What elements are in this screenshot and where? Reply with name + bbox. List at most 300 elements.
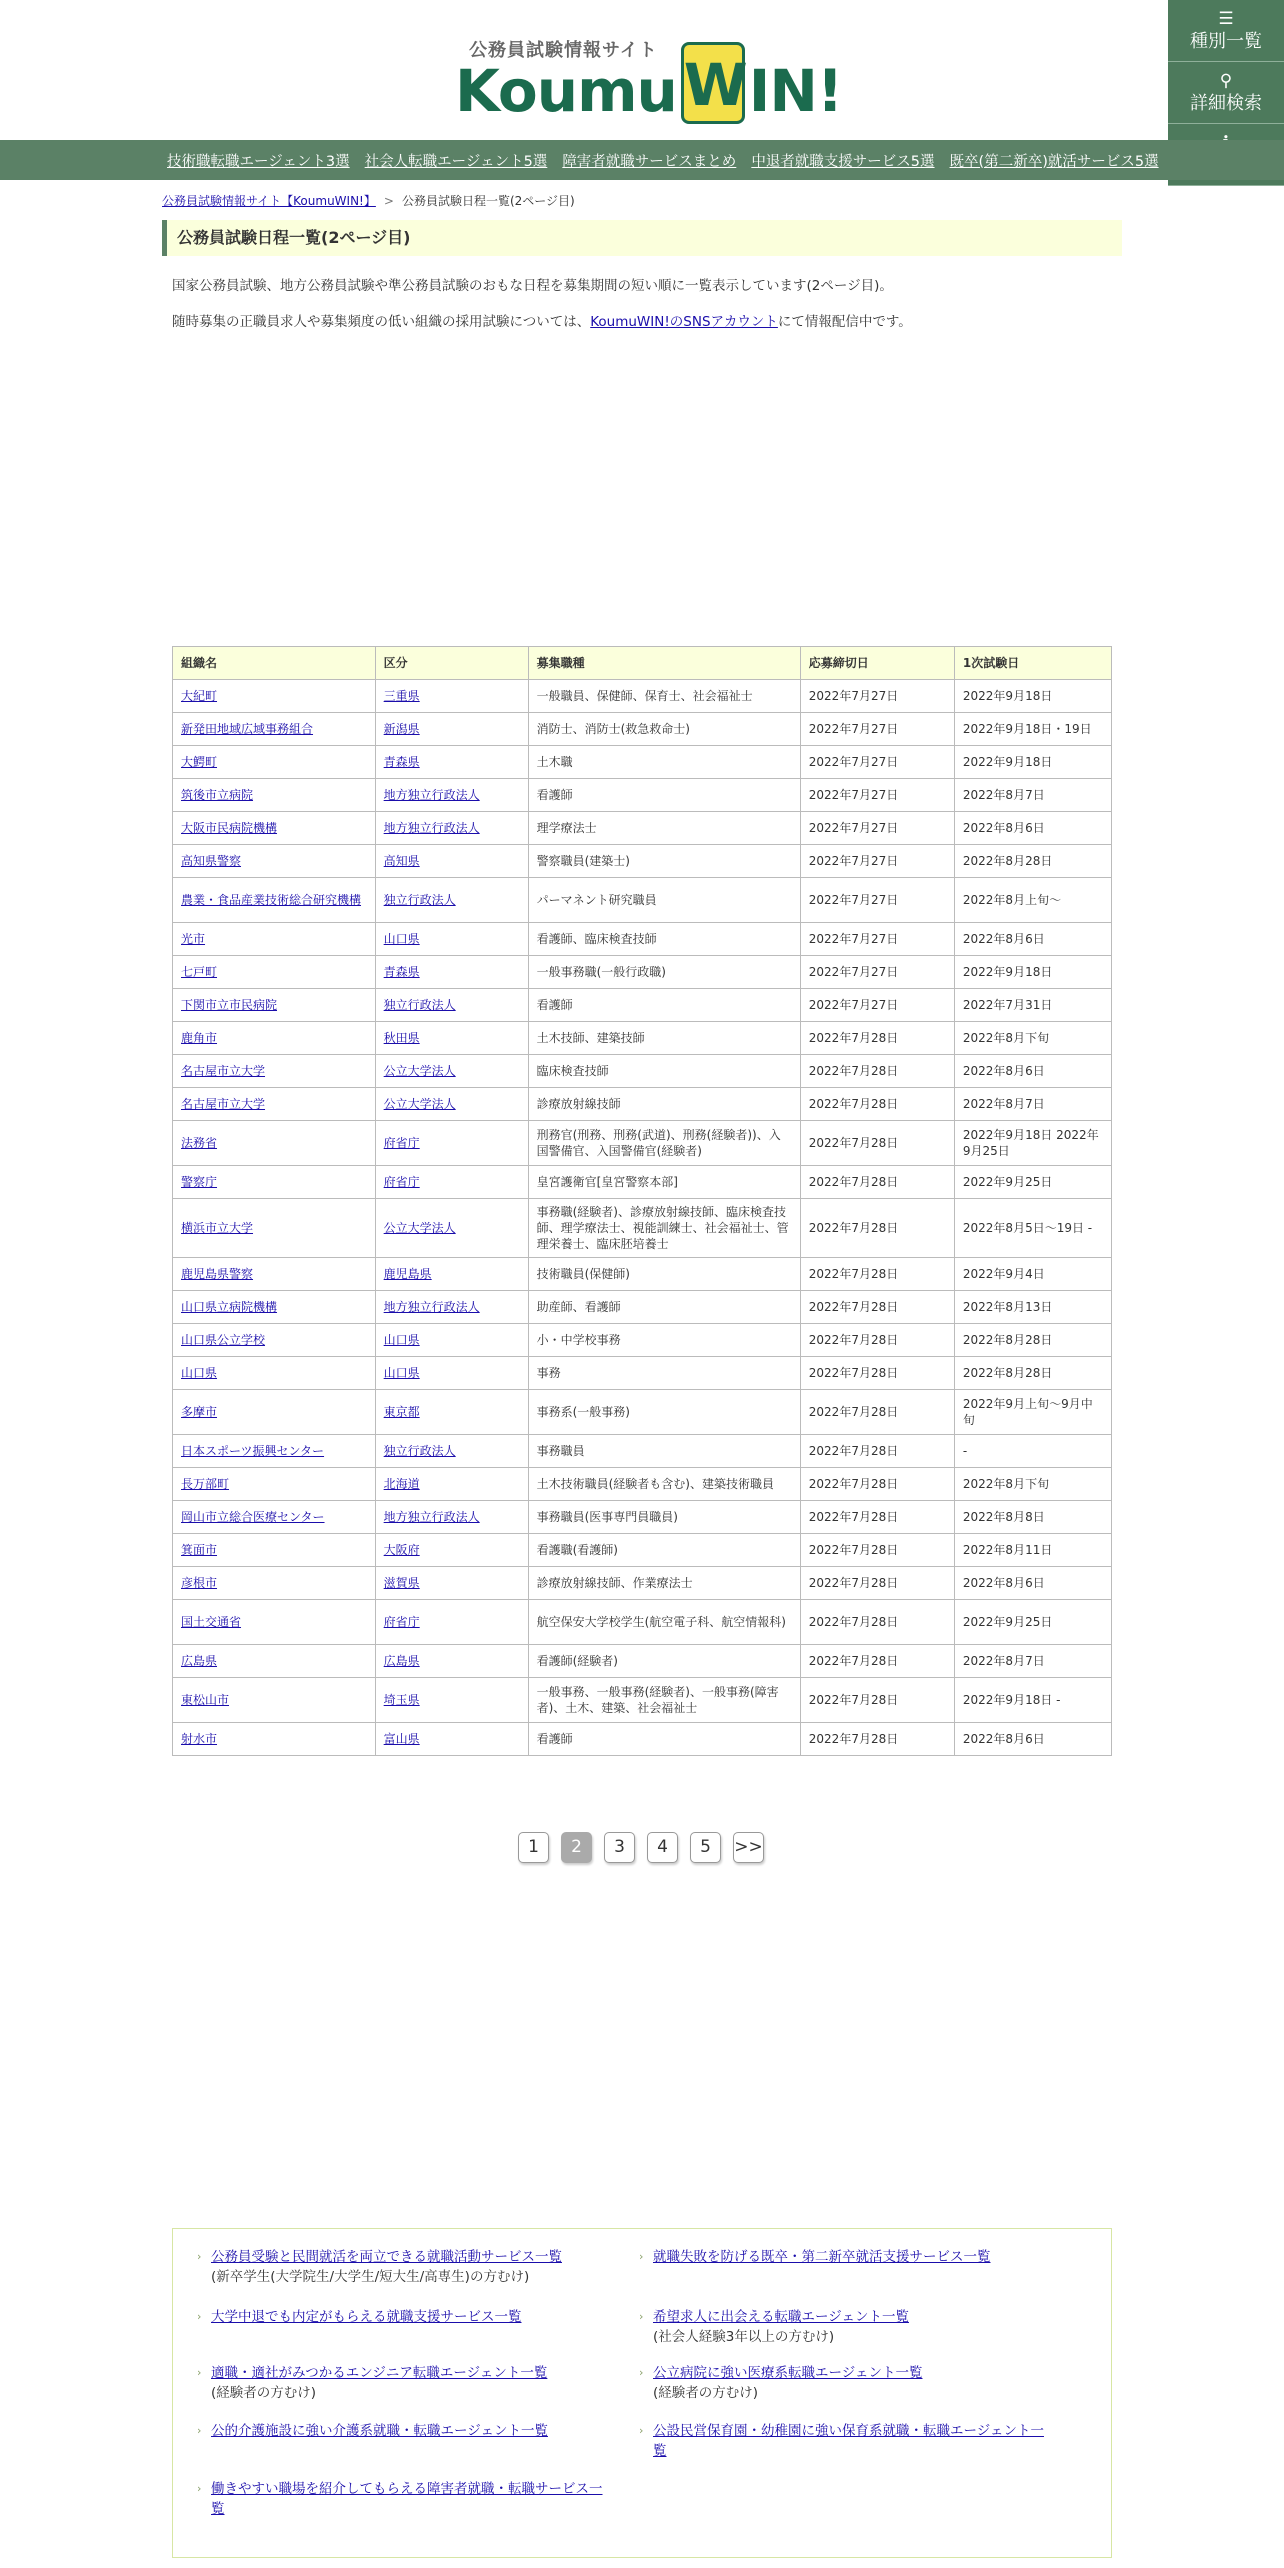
job-cell: 一般事務、一般事務(経験者)、一般事務(障害者)、土木、建築、社会福祉士 [528,1678,800,1723]
side-btn-detail-search[interactable] [1168,62,1284,124]
related-note: (社会人経験3年以上の方むけ) [653,2329,835,2345]
deadline-cell: 2022年7月28日 [800,1121,954,1166]
deadline-cell: 2022年7月28日 [800,1199,954,1258]
job-cell: 土木職 [528,746,800,779]
deadline-cell: 2022年7月28日 [800,1166,954,1199]
exam-date-cell: 2022年8月6日 [954,1723,1111,1756]
table-row [173,923,1112,956]
org-cell [173,1324,376,1357]
exam-date-cell: 2022年9月上旬～9月中旬 [954,1390,1111,1435]
related-item [639,2307,1063,2347]
category-link[interactable]: 北海道 [383,1477,420,1491]
org-link[interactable]: 山口県立病院機構 [181,1300,278,1314]
job-cell: 看護師 [528,989,800,1022]
table-header-row [173,647,1112,680]
exam-date-cell: 2022年8月6日 [954,1055,1111,1088]
table-row [173,1258,1112,1291]
org-cell [173,812,376,845]
category-link[interactable]: 三重県 [383,689,420,703]
exam-date-cell: 2022年8月13日 [954,1291,1111,1324]
category-cell [375,1055,528,1088]
org-cell [173,1121,376,1166]
table-row [173,1600,1112,1645]
category-cell [375,713,528,746]
job-cell: 消防士、消防士(救急救命士) [528,713,800,746]
category-link[interactable]: 独立行政法人 [383,893,456,907]
chevron-right-icon: › [639,2250,644,2263]
top-nav-link-dropout[interactable]: 中退者就職支援サービス5選 [751,153,935,170]
category-link[interactable]: 山口県 [383,1333,420,1347]
related-link[interactable]: 公立病院に強い医療系転職エージェント一覧 [653,2365,923,2381]
exam-schedule-table [172,646,1112,1756]
related-item [197,2307,621,2327]
exam-date-cell: 2022年8月6日 [954,923,1111,956]
deadline-cell: 2022年7月28日 [800,1468,954,1501]
deadline-cell: 2022年7月28日 [800,1258,954,1291]
exam-date-cell: 2022年8月28日 [954,845,1111,878]
exam-date-cell: - [954,1435,1111,1468]
category-cell [375,845,528,878]
category-cell [375,1600,528,1645]
org-cell [173,1199,376,1258]
category-link[interactable]: 鹿児島県 [383,1267,432,1281]
header-exam-date: 1次試験日 [954,647,1111,680]
related-item [639,2421,1053,2461]
org-cell [173,1435,376,1468]
category-cell [375,680,528,713]
org-cell [173,1567,376,1600]
exam-date-cell: 2022年9月18日 [954,680,1111,713]
job-cell: 看護師 [528,779,800,812]
deadline-cell: 2022年7月27日 [800,680,954,713]
related-link[interactable]: 公設民営保育園・幼稚園に強い保育系就職・転職エージェント一覧 [653,2423,1044,2459]
category-link[interactable]: 富山県 [383,1732,420,1746]
category-link[interactable]: 山口県 [383,932,420,946]
intro-line-1: 国家公務員試験、地方公務員試験や準公務員試験のおもな日程を募集期間の短い順に一覧表示しています(2ページ目)。 [172,278,893,294]
org-cell [173,680,376,713]
related-link[interactable]: 働きやすい職場を紹介してもらえる障害者就職・転職サービス一覧 [211,2481,603,2517]
page-1-button[interactable]: 1 [518,1832,549,1863]
deadline-cell: 2022年7月28日 [800,1390,954,1435]
category-link[interactable]: 独立行政法人 [383,1444,456,1458]
org-link[interactable]: 大阪市民病院機構 [181,821,278,835]
org-cell [173,1678,376,1723]
category-link[interactable]: 公立大学法人 [383,1064,456,1078]
header-category: 区分 [375,647,528,680]
job-cell: 看護師(経験者) [528,1645,800,1678]
org-link[interactable]: 鹿児島県警察 [181,1267,254,1281]
category-cell [375,746,528,779]
related-link[interactable]: 希望求人に出会える転職エージェント一覧 [653,2309,909,2325]
job-cell: 警察職員(建築士) [528,845,800,878]
deadline-cell: 2022年7月28日 [800,1501,954,1534]
org-cell [173,878,376,923]
exam-date-cell: 2022年9月18日 [954,746,1111,779]
org-link[interactable]: 多摩市 [181,1405,218,1419]
exam-date-cell: 2022年8月6日 [954,1567,1111,1600]
table-row [173,1022,1112,1055]
category-cell [375,1199,528,1258]
category-link[interactable]: 地方独立行政法人 [383,788,480,802]
org-link[interactable]: 山口県 [181,1366,218,1380]
exam-date-cell: 2022年8月6日 [954,812,1111,845]
category-cell [375,1291,528,1324]
chevron-right-icon: › [197,2250,202,2263]
category-cell [375,878,528,923]
category-link[interactable]: 青森県 [383,755,420,769]
site-logo[interactable] [455,26,843,126]
org-link[interactable]: 七戸町 [181,965,218,979]
category-cell [375,812,528,845]
category-cell [375,1166,528,1199]
top-nav-link-graduate[interactable]: 既卒(第二新卒)就活サービス5選 [949,153,1159,170]
table-row [173,1678,1112,1723]
table-row [173,1357,1112,1390]
top-nav-list [167,140,1174,180]
category-cell [375,956,528,989]
category-link[interactable]: 青森県 [383,965,420,979]
org-link[interactable]: 農業・食品産業技術総合研究機構 [181,893,362,907]
job-cell: 事務職員 [528,1435,800,1468]
page-5-button[interactable]: 5 [690,1832,721,1863]
org-cell [173,956,376,989]
table-row [173,1088,1112,1121]
job-cell: 事務職(経験者)、診療放射線技師、臨床検査技師、理学療法士、視能訓練士、社会福祉士、管理栄養士、臨床胚培養士 [528,1199,800,1258]
org-link[interactable]: 警察庁 [181,1175,218,1189]
org-link[interactable]: 光市 [181,932,206,946]
org-link[interactable]: 大紀町 [181,689,218,703]
job-cell: 事務系(一般事務) [528,1390,800,1435]
exam-date-cell: 2022年9月18日 - [954,1678,1111,1723]
breadcrumb-current: 公務員試験日程一覧(2ページ目) [401,194,575,208]
top-nav-item [950,150,1159,171]
org-cell [173,1258,376,1291]
deadline-cell: 2022年7月28日 [800,1678,954,1723]
table-row [173,989,1112,1022]
job-cell: 事務 [528,1357,800,1390]
related-link[interactable]: 大学中退でも内定がもらえる就職支援サービス一覧 [211,2309,522,2325]
table-row [173,1055,1112,1088]
category-link[interactable]: 東京都 [383,1405,420,1419]
category-link[interactable]: 地方独立行政法人 [383,821,480,835]
table-row [173,1390,1112,1435]
logo-w-badge [681,42,748,124]
pagination [518,1832,776,1863]
breadcrumb [162,192,575,209]
logo-wordmark [455,51,843,125]
table-row [173,1121,1112,1166]
org-cell [173,1645,376,1678]
job-cell: パーマネント研究職員 [528,878,800,923]
category-link[interactable]: 府省庁 [383,1615,420,1629]
category-cell [375,1501,528,1534]
related-links-box [172,2228,1112,2558]
org-link[interactable]: 山口県公立学校 [181,1333,266,1347]
site-header [0,0,1284,140]
org-link[interactable]: 長万部町 [181,1477,230,1491]
category-link[interactable]: 高知県 [383,854,420,868]
table-row [173,713,1112,746]
deadline-cell: 2022年7月28日 [800,1723,954,1756]
org-cell [173,845,376,878]
logo-text-in: IN! [748,57,843,125]
category-link[interactable]: 地方独立行政法人 [383,1510,480,1524]
table-row [173,845,1112,878]
category-link[interactable]: 新潟県 [383,722,420,736]
org-link[interactable]: 法務省 [181,1136,218,1150]
exam-date-cell: 2022年8月7日 [954,1645,1111,1678]
top-nav-item [751,150,934,171]
table-row [173,680,1112,713]
org-link[interactable]: 日本スポーツ振興センター [181,1444,325,1458]
related-note: (新卒学生(大学院生/大学生/短大生/高専生)の方むけ) [211,2269,530,2285]
chevron-right-icon: › [639,2366,644,2379]
category-cell [375,1678,528,1723]
page-title: 公務員試験日程一覧(2ページ目) [162,220,1122,256]
logo-w-letter: W [683,51,748,119]
category-link[interactable]: 独立行政法人 [383,998,456,1012]
deadline-cell: 2022年7月27日 [800,989,954,1022]
category-cell [375,1258,528,1291]
intro-line-2-pre: 随時募集の正職員求人や募集頻度の低い組織の採用試験については、 [172,314,591,330]
job-cell: 理学療法士 [528,812,800,845]
org-link[interactable]: 大鰐町 [181,755,218,769]
breadcrumb-home-link[interactable]: 公務員試験情報サイト【KoumuWIN!】 [162,194,376,208]
deadline-cell: 2022年7月28日 [800,1645,954,1678]
category-cell [375,779,528,812]
exam-date-cell: 2022年9月25日 [954,1166,1111,1199]
intro-line-2-post: にて情報配信中です。 [777,314,912,330]
related-note: (経験者の方むけ) [653,2385,759,2401]
org-link[interactable]: 鹿角市 [181,1031,218,1045]
table-row [173,779,1112,812]
category-link[interactable]: 府省庁 [383,1175,420,1189]
job-cell: 一般職員、保健師、保育士、社会福祉士 [528,680,800,713]
job-cell: 小・中学校事務 [528,1324,800,1357]
exam-date-cell: 2022年8月5日～19日 - [954,1199,1111,1258]
org-cell [173,779,376,812]
exam-date-cell: 2022年8月28日 [954,1357,1111,1390]
org-link[interactable]: 岡山市立総合医療センター [181,1510,325,1524]
org-cell [173,1723,376,1756]
exam-date-cell: 2022年9月18日・19日 [954,713,1111,746]
category-link[interactable]: 公立大学法人 [383,1097,456,1111]
org-link[interactable]: 高知県警察 [181,854,242,868]
exam-date-cell: 2022年8月8日 [954,1501,1111,1534]
exam-date-cell: 2022年8月下旬 [954,1022,1111,1055]
category-cell [375,1534,528,1567]
top-nav-link-disability[interactable]: 障害者就職サービスまとめ [562,153,737,170]
job-cell: 皇宮護衛官[皇宮警察本部] [528,1166,800,1199]
side-btn-label: 詳細検索 [1190,93,1262,114]
side-btn-category-list[interactable] [1168,0,1284,62]
org-link[interactable]: 下関市立市民病院 [181,998,278,1012]
deadline-cell: 2022年7月27日 [800,713,954,746]
category-cell [375,989,528,1022]
table-row [173,1468,1112,1501]
deadline-cell: 2022年7月28日 [800,1022,954,1055]
org-cell [173,1088,376,1121]
deadline-cell: 2022年7月28日 [800,1291,954,1324]
org-cell [173,989,376,1022]
table-row [173,1166,1112,1199]
table-row [173,1501,1112,1534]
page-3-button[interactable]: 3 [604,1832,635,1863]
category-link[interactable]: 地方独立行政法人 [383,1300,480,1314]
job-cell: 一般事務職(一般行政職) [528,956,800,989]
related-link[interactable]: 公務員受験と民間就活を両立できる就職活動サービス一覧 [211,2249,562,2265]
exam-date-cell: 2022年8月7日 [954,779,1111,812]
job-cell: 診療放射線技師 [528,1088,800,1121]
job-cell: 看護職(看護師) [528,1534,800,1567]
deadline-cell: 2022年7月27日 [800,779,954,812]
deadline-cell: 2022年7月28日 [800,1600,954,1645]
chevron-right-icon: › [197,2424,202,2437]
deadline-cell: 2022年7月28日 [800,1567,954,1600]
related-item [639,2247,1063,2267]
table-row [173,812,1112,845]
deadline-cell: 2022年7月27日 [800,878,954,923]
job-cell: 看護師、臨床検査技師 [528,923,800,956]
job-cell: 助産師、看護師 [528,1291,800,1324]
intro-line-2 [172,312,1112,332]
table-row [173,1723,1112,1756]
category-cell [375,1645,528,1678]
deadline-cell: 2022年7月28日 [800,1324,954,1357]
next-pages-button[interactable]: >> [733,1832,764,1863]
table-row [173,1324,1112,1357]
org-cell [173,1022,376,1055]
deadline-cell: 2022年7月27日 [800,956,954,989]
logo-text-koumu: Koumu [455,57,677,125]
category-link[interactable]: 滋賀県 [383,1576,420,1590]
intro-text [172,276,1112,348]
chevron-right-icon: › [197,2310,202,2323]
table-row [173,1435,1112,1468]
org-cell [173,1055,376,1088]
chevron-right-icon: › [197,2482,202,2495]
page-2-button-current[interactable]: 2 [561,1832,592,1863]
sns-account-link[interactable]: KoumuWIN!のSNSアカウント [590,314,778,330]
deadline-cell: 2022年7月28日 [800,1435,954,1468]
org-link[interactable]: 横浜市立大学 [181,1221,254,1235]
org-link[interactable]: 新発田地域広域事務組合 [181,722,314,736]
top-nav-item [562,150,736,171]
related-item [197,2247,621,2287]
table-row [173,1645,1112,1678]
table-row [173,1534,1112,1567]
job-cell: 診療放射線技師、作業療法士 [528,1567,800,1600]
org-link[interactable]: 彦根市 [181,1576,218,1590]
deadline-cell: 2022年7月27日 [800,845,954,878]
deadline-cell: 2022年7月27日 [800,923,954,956]
category-link[interactable]: 埼玉県 [383,1693,420,1707]
exam-date-cell: 2022年8月下旬 [954,1468,1111,1501]
related-item [197,2479,611,2519]
header-org: 組織名 [173,647,376,680]
category-cell [375,1567,528,1600]
category-link[interactable]: 府省庁 [383,1136,420,1150]
top-nav-item [365,150,548,171]
deadline-cell: 2022年7月28日 [800,1055,954,1088]
chevron-right-icon: › [197,2366,202,2379]
org-link[interactable]: 筑後市立病院 [181,788,254,802]
job-cell: 事務職員(医事専門員職員) [528,1501,800,1534]
org-cell [173,1357,376,1390]
category-cell [375,1390,528,1435]
category-cell [375,1357,528,1390]
chevron-right-icon: › [639,2310,644,2323]
org-cell [173,1501,376,1534]
category-link[interactable]: 山口県 [383,1366,420,1380]
exam-date-cell: 2022年9月18日 2022年9月25日 [954,1121,1111,1166]
deadline-cell: 2022年7月28日 [800,1357,954,1390]
job-cell: 航空保安大学校学生(航空電子科、航空情報科) [528,1600,800,1645]
org-cell [173,746,376,779]
org-link[interactable]: 東松山市 [181,1693,230,1707]
chevron-right-icon: › [639,2424,644,2437]
exam-date-cell: 2022年9月25日 [954,1600,1111,1645]
menu-icon: ☰ [1218,9,1234,29]
table-row [173,1567,1112,1600]
org-link[interactable]: 箕面市 [181,1543,218,1557]
category-link[interactable]: 大阪府 [383,1543,420,1557]
table-row [173,1199,1112,1258]
org-link[interactable]: 名古屋市立大学 [181,1064,266,1078]
logo-tagline: 公務員試験情報サイト [469,40,658,61]
category-cell [375,1022,528,1055]
category-cell [375,1088,528,1121]
org-link[interactable]: 射水市 [181,1732,218,1746]
chevron-right-icon: > [383,194,394,208]
related-link[interactable]: 公的介護施設に強い介護系就職・転職エージェント一覧 [211,2423,548,2439]
category-link[interactable]: 広島県 [383,1654,420,1668]
deadline-cell: 2022年7月28日 [800,1088,954,1121]
related-link[interactable]: 就職失敗を防げる既卒・第二新卒就活支援サービス一覧 [653,2249,991,2265]
job-cell: 技術職員(保健師) [528,1258,800,1291]
related-item [197,2363,621,2403]
exam-date-cell: 2022年9月4日 [954,1258,1111,1291]
category-cell [375,1324,528,1357]
category-link[interactable]: 公立大学法人 [383,1221,456,1235]
table-row [173,956,1112,989]
related-item [197,2421,621,2441]
job-cell: 土木技師、建築技師 [528,1022,800,1055]
top-nav-link-tech-agent[interactable]: 技術職転職エージェント3選 [167,153,350,170]
org-cell [173,1166,376,1199]
org-link[interactable]: 名古屋市立大学 [181,1097,266,1111]
page-4-button[interactable]: 4 [647,1832,678,1863]
job-cell: 土木技術職員(経験者も含む)、建築技術職員 [528,1468,800,1501]
org-link[interactable]: 広島県 [181,1654,218,1668]
top-nav-link-career-agent[interactable]: 社会人転職エージェント5選 [364,153,548,170]
org-cell [173,1534,376,1567]
header-deadline: 応募締切日 [800,647,954,680]
deadline-cell: 2022年7月28日 [800,1534,954,1567]
exam-date-cell: 2022年7月31日 [954,989,1111,1022]
category-cell [375,1723,528,1756]
category-link[interactable]: 秋田県 [383,1031,420,1045]
deadline-cell: 2022年7月27日 [800,746,954,779]
org-cell [173,1600,376,1645]
top-nav-item [167,150,350,171]
header-job: 募集職種 [528,647,800,680]
org-link[interactable]: 国土交通省 [181,1615,242,1629]
job-cell: 刑務官(刑務、刑務(武道)、刑務(経験者))、入国警備官、入国警備官(経験者) [528,1121,800,1166]
related-link[interactable]: 適職・適社がみつかるエンジニア転職エージェント一覧 [211,2365,548,2381]
org-cell [173,923,376,956]
side-btn-label: 種別一覧 [1190,31,1262,52]
